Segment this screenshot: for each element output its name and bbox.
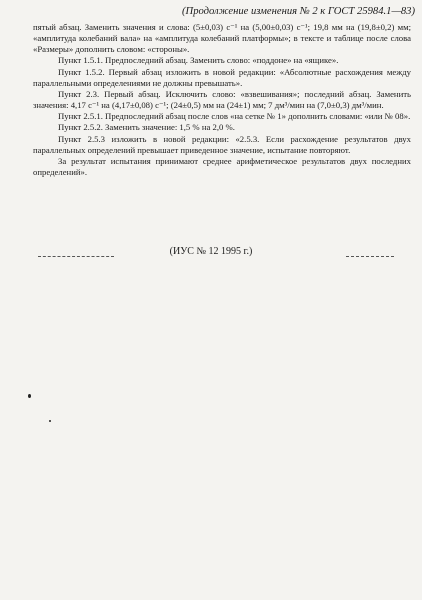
paragraph-5: Пункт 2.5.1. Предпоследний абзац после слов «на сетке № 1» дополнить словами: «или № 08». — [58, 111, 411, 122]
paragraph-7: Пункт 2.5.3 изложить в новой редакции: «2.5.3. Если расхождение результатов двух параллельных определений превышает приведенное значение, испытание повторяют. — [33, 133, 411, 155]
body-text — [33, 22, 411, 178]
separator-right — [346, 256, 394, 257]
scan-speck — [49, 420, 51, 422]
reference-line: (ИУС № 12 1995 г.) — [169, 246, 253, 257]
paragraph-6: Пункт 2.5.2. Заменить значение: 1,5 % на 2,0 %. — [58, 122, 235, 133]
paragraph-2: Пункт 1.5.1. Предпоследний абзац. Заменить слово: «поддоне» на «ящике». — [58, 55, 339, 66]
page-header: (Продолжение изменения № 2 к ГОСТ 25984.1—83) — [182, 6, 415, 17]
paragraph-1: пятый абзац. Заменить значения и слова: (5±0,03) с⁻¹ на (5,00±0,03) с⁻¹; 19,8 мм на (19,8±0,2) мм; «амплитуда колебаний вала» на «амплитуда колебаний платформы»; в тексте и таблице после слова «Размеры» дополнить словом: «стороны». — [33, 22, 411, 55]
paragraph-4: Пункт 2.3. Первый абзац. Исключить слово: «взвешивания»; последний абзац. Заменить значения: 4,17 с⁻¹ на (4,17±0,08) с⁻¹; (24±0,5) мм на (24±1) мм; 7 дм³/мин на (7,0±0,3) дм³/мин. — [33, 88, 411, 111]
separator-left — [38, 256, 114, 257]
scan-speck — [28, 394, 31, 398]
paragraph-3: Пункт 1.5.2. Первый абзац изложить в новой редакции: «Абсолютные расхождения между параллельными определениями не должны превышать». — [33, 66, 411, 88]
paragraph-8: За результат испытания принимают среднее арифметическое результатов двух последних определений». — [33, 155, 411, 178]
